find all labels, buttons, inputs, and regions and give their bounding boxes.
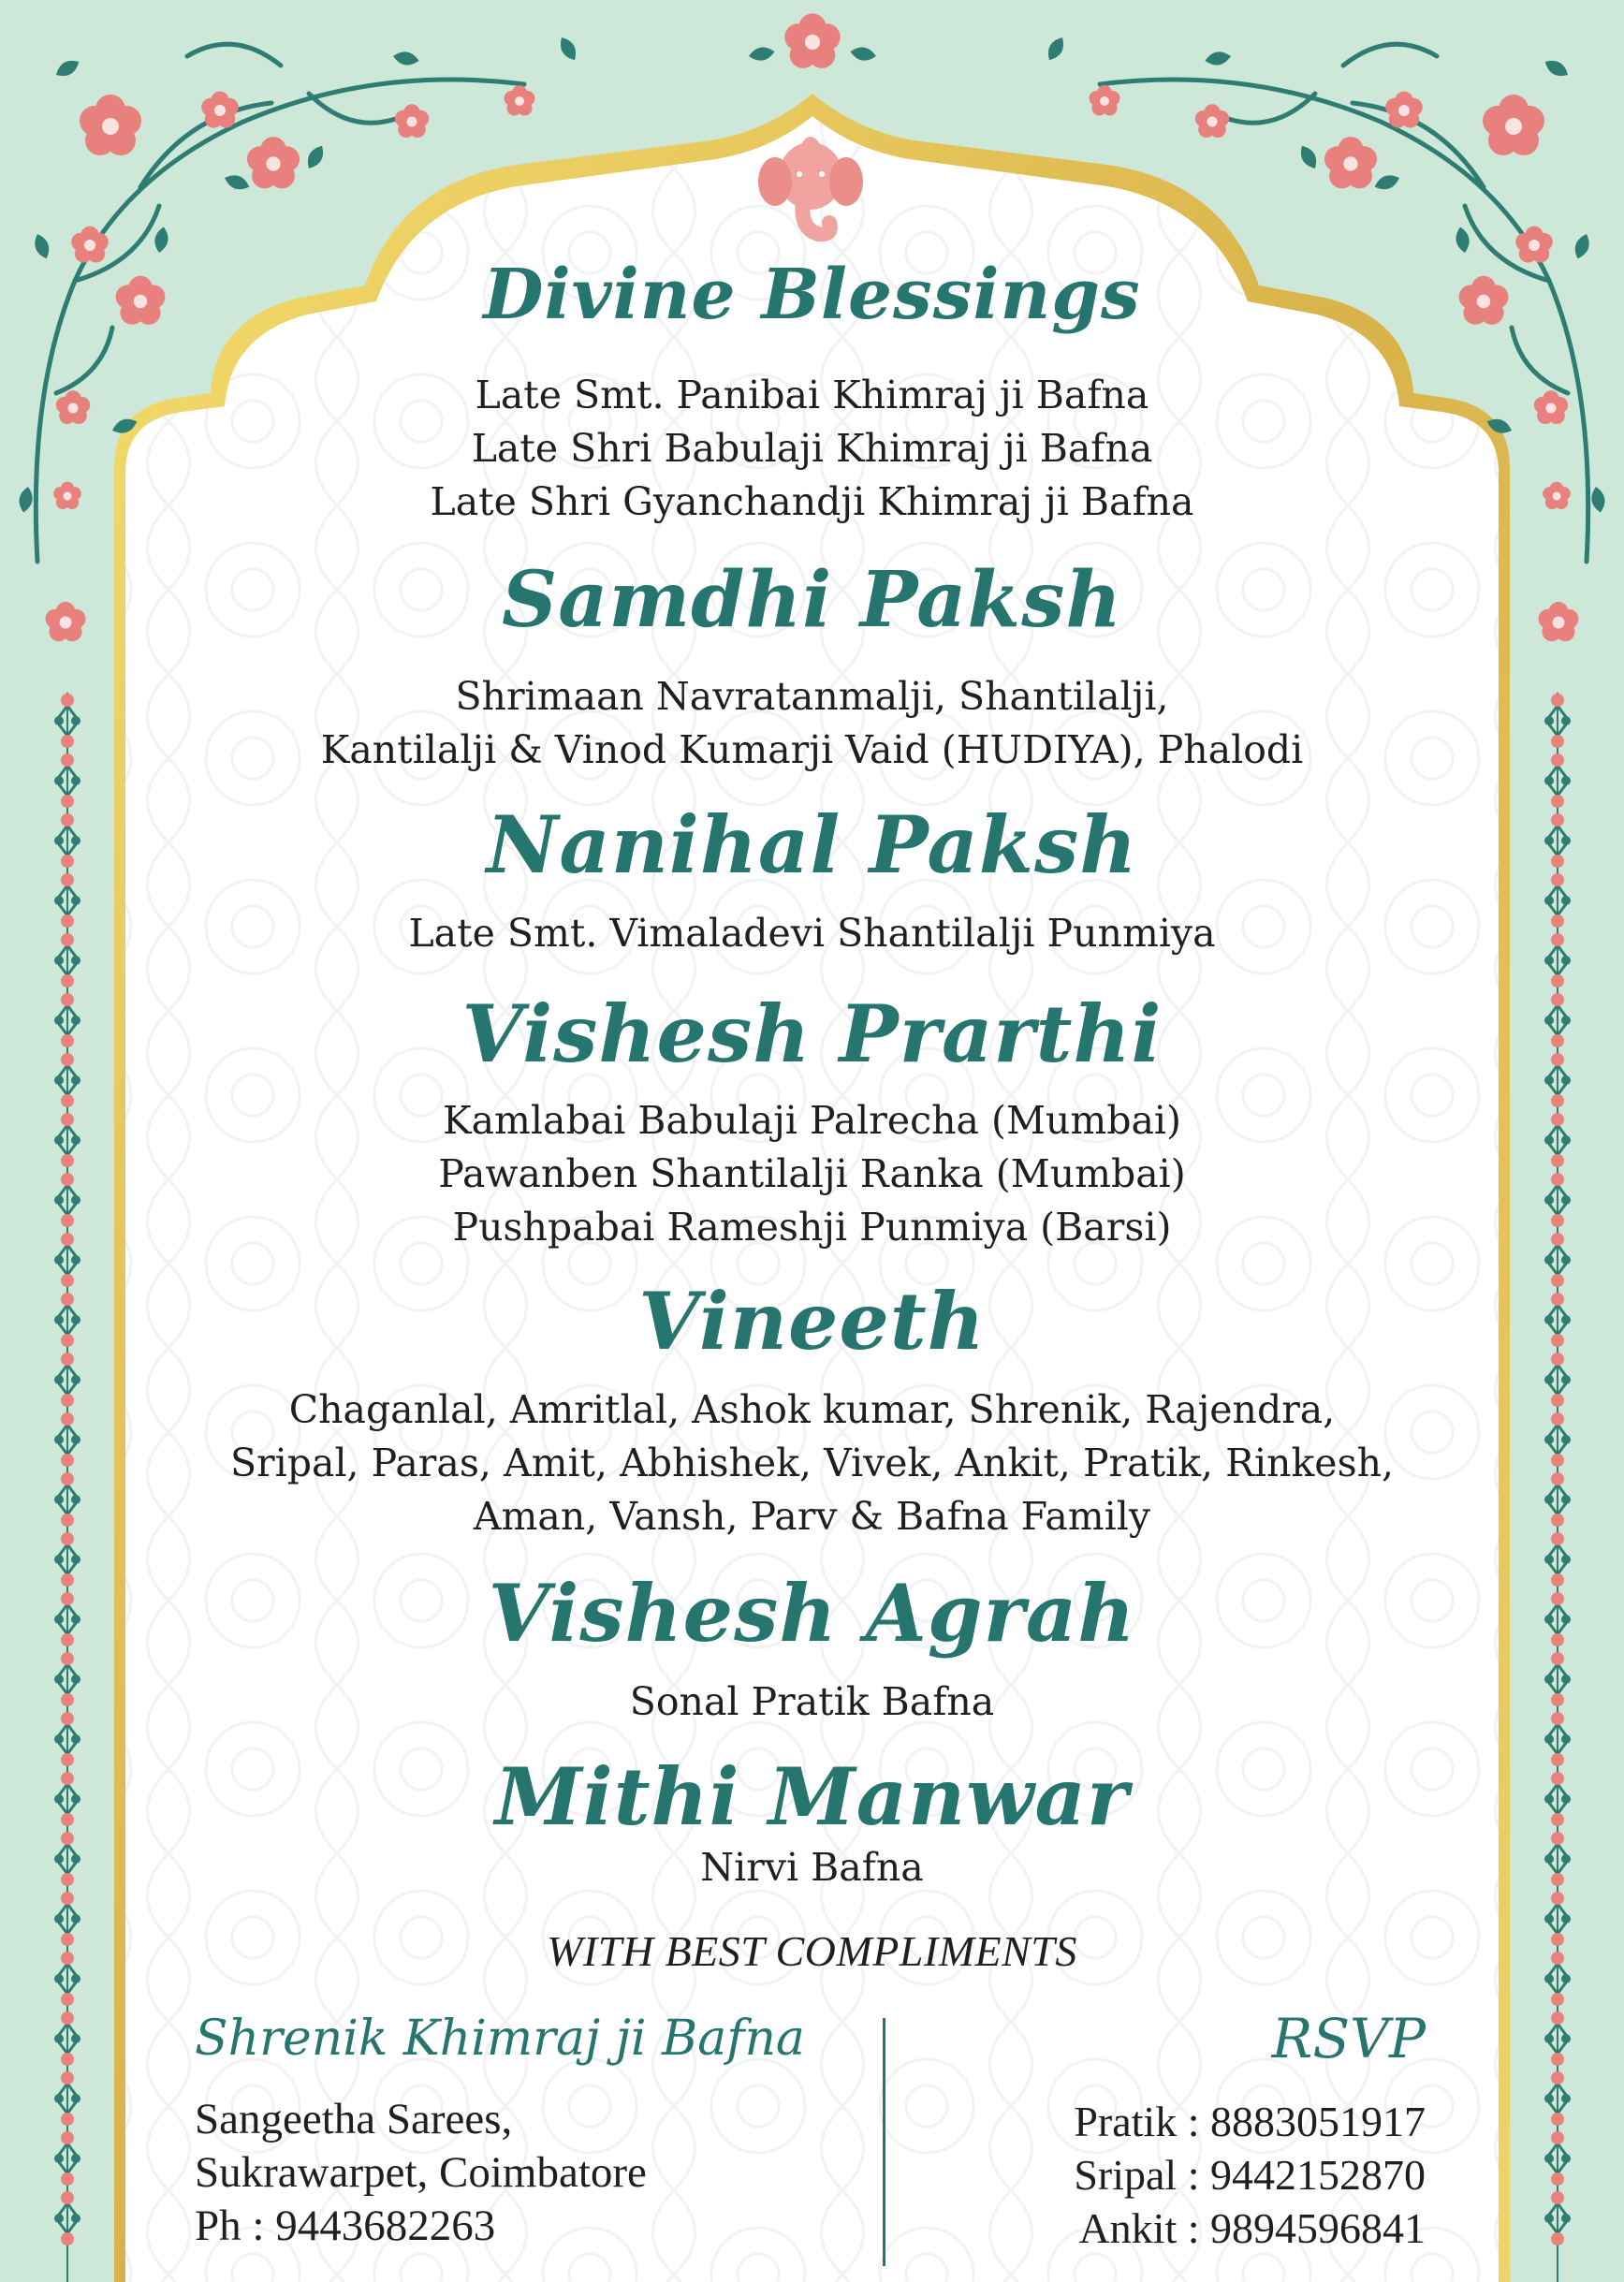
name-line: Kamlabai Babulaji Palrecha (Mumbai) — [442, 1098, 1182, 1143]
host-name: Shrenik Khimraj ji Bafna — [195, 2011, 805, 2067]
host-block — [195, 2011, 805, 2253]
name-line: Kantilalji & Vinod Kumarji Vaid (HUDIYA), Phalodi — [320, 727, 1304, 772]
heading-vishesh-prarthi: Vishesh Prarthi — [461, 987, 1163, 1080]
heading-mithi-manwar: Mithi Manwar — [494, 1750, 1130, 1843]
host-address — [195, 2093, 805, 2253]
name-line: Sonal Pratik Bafna — [629, 1679, 995, 1724]
address-line: Sukrawarpet, Coimbatore — [195, 2148, 647, 2197]
name-line: Sripal, Paras, Amit, Abhishek, Vivek, Ankit, Pratik, Rinkesh, — [229, 1441, 1395, 1485]
names-mithi-manwar — [0, 1841, 1624, 1894]
rsvp-contacts — [1074, 2095, 1426, 2255]
address-line: Sangeetha Sarees, — [195, 2095, 513, 2143]
name-line: Pawanben Shantilalji Ranka (Mumbai) — [438, 1151, 1186, 1196]
name-line: Late Shri Gyanchandji Khimraj ji Bafna — [430, 479, 1194, 524]
rsvp-contact: Ankit : 9894596841 — [1078, 2204, 1426, 2252]
heading-vineeth: Vineeth — [638, 1275, 986, 1368]
names-samdhi-paksh — [0, 670, 1624, 777]
rsvp-title: RSVP — [1271, 2007, 1426, 2070]
name-line: Late Smt. Panibai Khimraj ji Bafna — [475, 373, 1149, 417]
compliments-line: WITH BEST COMPLIMENTS — [547, 1927, 1077, 1975]
names-vishesh-prarthi — [0, 1094, 1624, 1254]
name-line: Chaganlal, Amritlal, Ashok kumar, Shrenik, Rajendra, — [288, 1387, 1336, 1432]
name-line: Late Smt. Vimaladevi Shantilalji Punmiya — [408, 911, 1216, 956]
name-line: Pushpabai Rameshji Punmiya (Barsi) — [452, 1205, 1172, 1250]
name-line: Aman, Vansh, Parv & Bafna Family — [473, 1494, 1151, 1539]
names-divine-blessings — [0, 369, 1624, 529]
names-nanihal-paksh — [0, 907, 1624, 960]
name-line: Nirvi Bafna — [700, 1845, 924, 1890]
heading-divine-blessings: Divine Blessings — [483, 255, 1141, 335]
names-vineeth — [0, 1383, 1624, 1543]
heading-vishesh-agrah: Vishesh Agrah — [488, 1567, 1136, 1660]
rsvp-block — [1074, 2007, 1426, 2255]
heading-nanihal-paksh: Nanihal Paksh — [486, 798, 1138, 891]
names-vishesh-agrah — [0, 1675, 1624, 1729]
rsvp-contact: Sripal : 9442152870 — [1074, 2151, 1426, 2199]
name-line: Shrimaan Navratanmalji, Shantilalji, — [455, 674, 1169, 719]
heading-samdhi-paksh: Samdhi Paksh — [502, 555, 1122, 645]
footer-divider — [883, 2018, 885, 2266]
rsvp-contact: Pratik : 8883051917 — [1074, 2098, 1426, 2145]
host-phone: Ph : 9443682263 — [195, 2202, 496, 2250]
name-line: Late Shri Babulaji Khimraj ji Bafna — [471, 426, 1153, 471]
